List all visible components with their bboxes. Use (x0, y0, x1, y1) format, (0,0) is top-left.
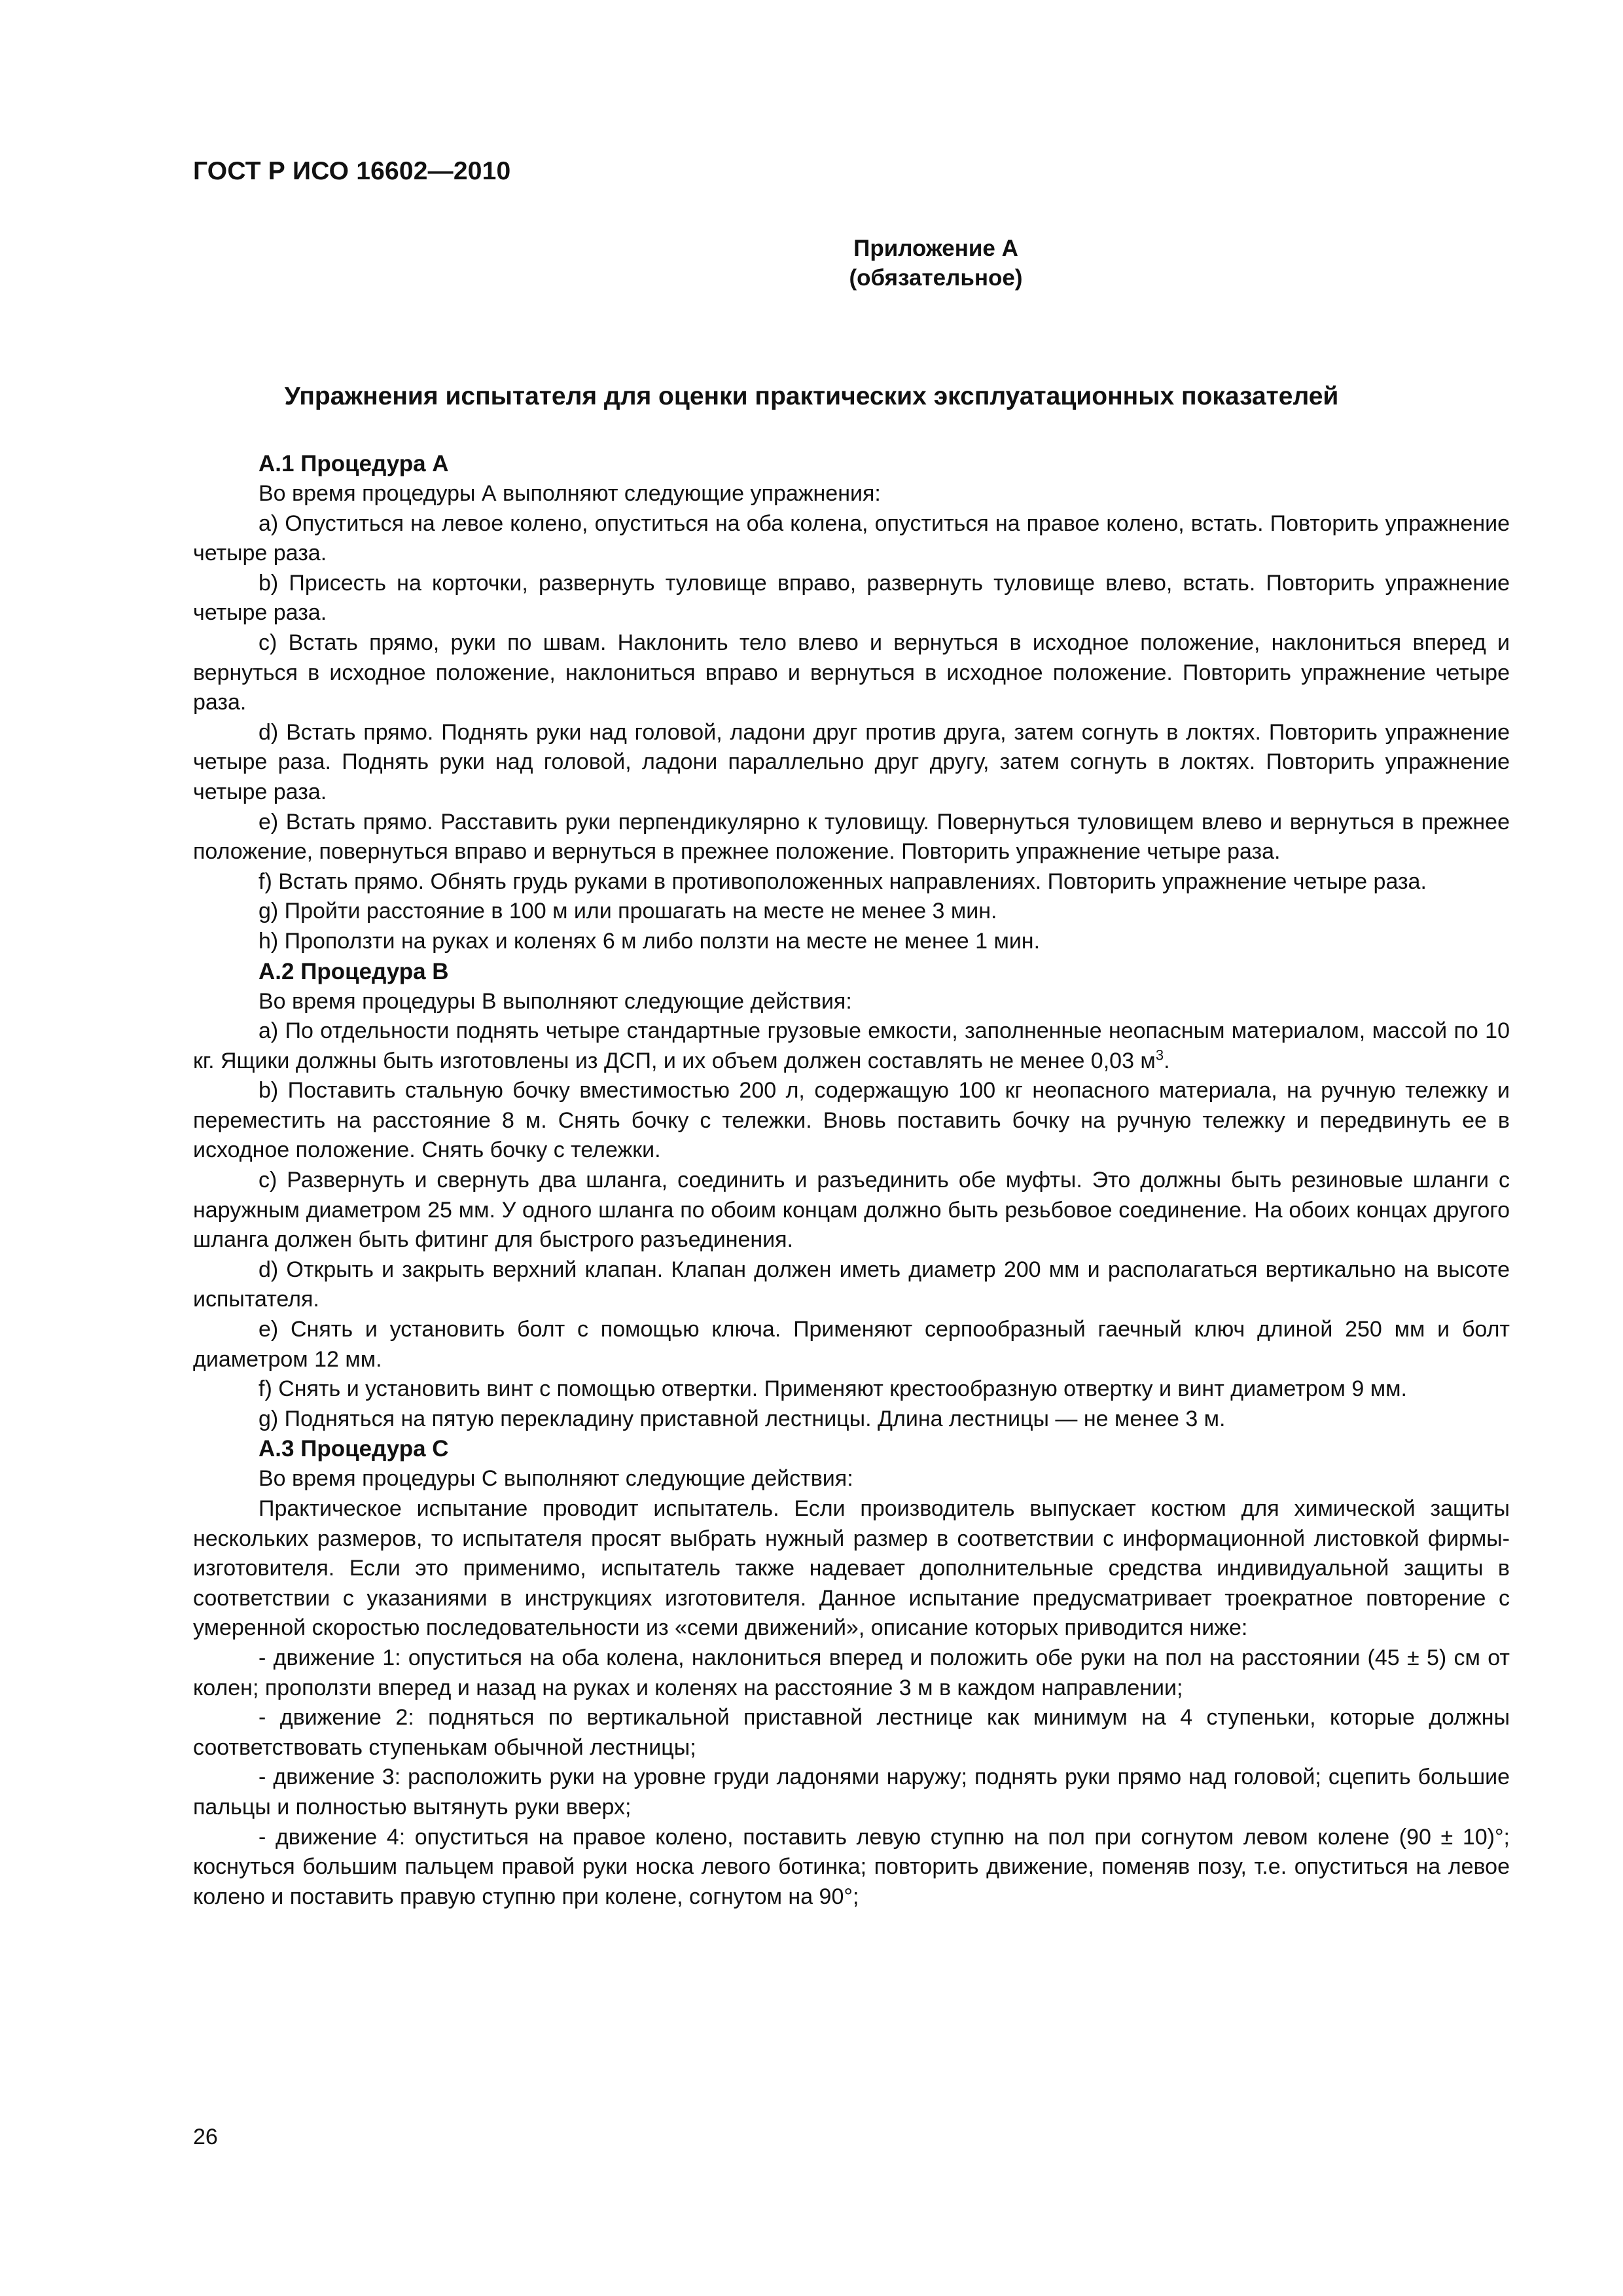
list-item: f) Снять и установить винт с помощью отвертки. Применяют крестообразную отвертку и винт диаметром 9 мм. (259, 1376, 1407, 1402)
list-item: b) Поставить стальную бочку вместимостью 200 л, содержащую 100 кг неопасного материала, на ручную тележку и переместить на расстояние 8 м. Снять бочку с тележки. Вновь поставить бочку на ручную тележку и передвинуть ее в исходное положение. Снять бочку с тележки. (193, 1078, 1510, 1163)
section-heading-a1: А.1 Процедура А (259, 451, 449, 476)
list-item: h) Проползти на руках и коленях 6 м либо ползти на месте не менее 1 мин. (259, 928, 1041, 954)
section-intro-a3: Во время процедуры С выполняют следующие действия: (259, 1466, 853, 1492)
list-item: а) Опуститься на левое колено, опуститься на оба колена, опуститься на правое колено, встать. Повторить упражнение четыре раза. (193, 511, 1510, 566)
page-number: 26 (193, 2125, 218, 2149)
list-item: е) Снять и установить болт с помощью ключа. Применяют серпообразный гаечный ключ длиной 250 мм и болт диаметром 12 мм. (193, 1317, 1510, 1372)
section-heading-a3: А.3 Процедура С (259, 1436, 449, 1462)
list-item: - движение 4: опуститься на правое колено, поставить левую ступню на пол при согнутом левом колене (90 ± 10)°; коснуться большим пальцем правой руки носка левого ботинка; повторить движение, поменяв позу, т.е. опуститься на левое колено и поставить правую ступню при колене, согнутом на 90°; (193, 1824, 1510, 1909)
standard-header: ГОСТ Р ИСО 16602—2010 (193, 157, 511, 185)
list-item: d) Открыть и закрыть верхний клапан. Клапан должен иметь диаметр 200 мм и располагаться вертикально на высоте испытателя. (193, 1257, 1510, 1312)
section-intro-a2: Во время процедуры В выполняют следующие действия: (259, 988, 852, 1014)
section-heading-a2: А.2 Процедура В (259, 958, 449, 984)
list-item: f) Встать прямо. Обнять грудь руками в противоположенных направлениях. Повторить упражнение четыре раза. (259, 869, 1427, 894)
list-item: b) Присесть на корточки, развернуть туловище вправо, развернуть туловище влево, встать. Повторить упражнение четыре раза. (193, 570, 1510, 626)
list-item: c) Встать прямо, руки по швам. Наклонить тело влево и вернуться в исходное положение, наклониться вперед и вернуться в исходное положение, наклониться вправо и вернуться в исходное положение. Повторить упражнение четыре раза. (193, 630, 1510, 715)
appendix-title: Приложение А (853, 236, 1018, 261)
list-item: - движение 2: подняться по вертикальной приставной лестнице как минимум на 4 ступеньки, которые должны соответствовать ступенькам обычной лестницы; (193, 1705, 1510, 1760)
appendix-status: (обязательное) (849, 265, 1023, 291)
paragraph: Практическое испытание проводит испытатель. Если производитель выпускает костюм для химической защиты нескольких размеров, то испытателя просят выбрать нужный размер в соответствии с информационной листовкой фирмы-изготовителя. Если это применимо, испытатель также надевает дополнительные средства индивидуальной защиты в соответствии с указаниями в инструкциях изготовителя. Данное испытание предусматривает троекратное повторение с умеренной скоростью последовательности из «семи движений», описание которых приводится ниже: (193, 1496, 1510, 1641)
list-item-text: а) По отдельности поднять четыре стандартные грузовые емкости, заполненные неопасным материалом, массой по 10 кг. Ящики должны быть изготовлены из ДСП, и их объем должен составлять не менее 0,03 м (193, 1018, 1510, 1073)
list-item: е) Встать прямо. Расставить руки перпендикулярно к туловищу. Повернуться туловищем влево и вернуться в прежнее положение, повернуться вправо и вернуться в прежнее положение. Повторить упражнение четыре раза. (193, 809, 1510, 865)
document-title: Упражнения испытателя для оценки практических эксплуатационных показателей (284, 382, 1339, 410)
list-item-end: . (1164, 1048, 1170, 1073)
list-item: с) Развернуть и свернуть два шланга, соединить и разъединить обе муфты. Это должны быть резиновые шланги с наружным диаметром 25 мм. У одного шланга по обоим концам должно быть резьбовое соединение. На обоих концах другого шланга должен быть фитинг для быстрого разъединения. (193, 1168, 1510, 1253)
list-item: - движение 3: расположить руки на уровне груди ладонями наружу; поднять руки прямо над головой; сцепить большие пальцы и полностью вытянуть руки вверх; (193, 1765, 1510, 1820)
list-item: g) Пройти расстояние в 100 м или прошагать на месте не менее 3 мин. (259, 899, 997, 924)
section-intro-a1: Во время процедуры А выполняют следующие упражнения: (259, 481, 881, 506)
list-item (193, 1016, 1510, 1076)
superscript: 3 (1155, 1047, 1164, 1064)
document-body (193, 449, 1510, 1912)
list-item: d) Встать прямо. Поднять руки над головой, ладони друг против друга, затем согнуть в локтях. Повторить упражнение четыре раза. Поднять руки над головой, ладони параллельно друг другу, затем согнуть в локтях. Повторить упражнение четыре раза. (193, 719, 1510, 804)
list-item: g) Подняться на пятую перекладину приставной лестницы. Длина лестницы — не менее 3 м. (259, 1406, 1226, 1431)
list-item: - движение 1: опуститься на оба колена, наклониться вперед и положить обе руки на пол на расстоянии (45 ± 5) см от колен; проползти вперед и назад на руках и коленях на расстояние 3 м в каждом направлении; (193, 1645, 1510, 1700)
